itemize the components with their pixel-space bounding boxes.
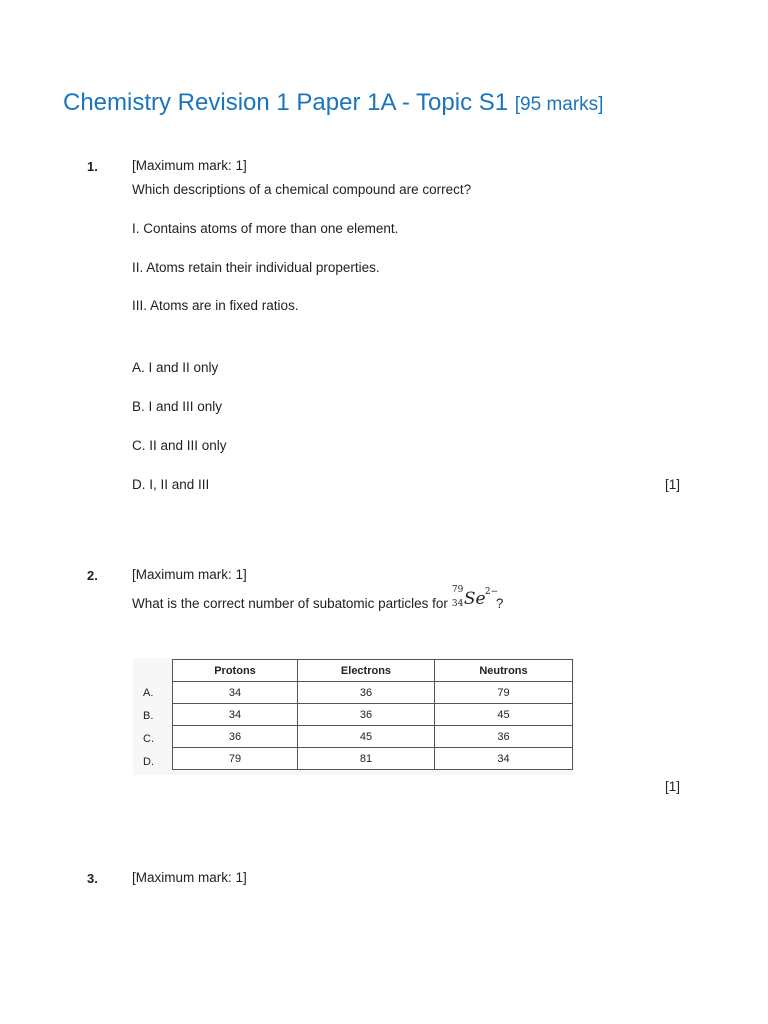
row-label-d: D. <box>143 756 154 768</box>
question-2-prompt-end: ? <box>495 596 504 611</box>
question-2-max-mark: [Maximum mark: 1] <box>132 567 247 582</box>
question-2-number: 2. <box>87 568 98 583</box>
header-neutrons: Neutrons <box>435 660 573 682</box>
cell-neutrons: 34 <box>435 748 573 770</box>
title-total-marks: [95 marks] <box>514 94 604 115</box>
question-2-prompt: What is the correct number of subatomic particles for <box>132 596 448 611</box>
question-1-mark: [1] <box>664 477 680 492</box>
cell-protons: 36 <box>173 726 298 748</box>
table-row <box>173 682 573 704</box>
table-row <box>173 704 573 726</box>
cell-neutrons: 79 <box>435 682 573 704</box>
row-label-c: C. <box>143 733 154 745</box>
header-protons: Protons <box>173 660 298 682</box>
cell-electrons: 36 <box>298 704 435 726</box>
table-row-labels <box>143 682 154 774</box>
question-1-prompt: Which descriptions of a chemical compound are correct? <box>132 182 472 197</box>
isotope-charge: 2− <box>484 587 499 597</box>
isotope-symbol: Se <box>463 589 486 609</box>
isotope-atomic-number: 34 <box>451 599 464 609</box>
title-main: Chemistry Revision 1 Paper 1A - Topic S1 <box>63 89 509 116</box>
question-3-number: 3. <box>87 871 98 886</box>
question-2-prompt-line <box>132 585 504 611</box>
question-1-statement-3: III. Atoms are in fixed ratios. <box>132 298 299 313</box>
question-1-statement-1: I. Contains atoms of more than one element. <box>132 221 399 236</box>
table-row <box>173 726 573 748</box>
table-header-row <box>173 660 573 682</box>
question-1-option-d: D. I, II and III <box>132 477 210 492</box>
cell-electrons: 45 <box>298 726 435 748</box>
page-title <box>63 89 603 117</box>
cell-neutrons: 36 <box>435 726 573 748</box>
header-electrons: Electrons <box>298 660 435 682</box>
question-1-statement-2: II. Atoms retain their individual properties. <box>132 260 380 275</box>
question-3-max-mark: [Maximum mark: 1] <box>132 870 247 885</box>
subatomic-particles-table <box>172 659 573 770</box>
question-1-number: 1. <box>87 159 98 174</box>
isotope-mass-number: 79 <box>451 585 464 595</box>
row-label-a: A. <box>143 687 154 699</box>
question-2-mark: [1] <box>664 779 680 794</box>
selenium-isotope-notation <box>451 585 499 610</box>
question-1-max-mark: [Maximum mark: 1] <box>132 158 247 173</box>
table-row <box>173 748 573 770</box>
cell-protons: 34 <box>173 704 298 726</box>
cell-electrons: 81 <box>298 748 435 770</box>
question-1-option-b: B. I and III only <box>132 399 223 414</box>
cell-electrons: 36 <box>298 682 435 704</box>
subatomic-particles-table-image <box>133 658 574 775</box>
cell-neutrons: 45 <box>435 704 573 726</box>
cell-protons: 34 <box>173 682 298 704</box>
question-1-option-c: C. II and III only <box>132 438 227 453</box>
question-1-option-a: A. I and II only <box>132 360 219 375</box>
cell-protons: 79 <box>173 748 298 770</box>
row-label-b: B. <box>143 710 154 722</box>
